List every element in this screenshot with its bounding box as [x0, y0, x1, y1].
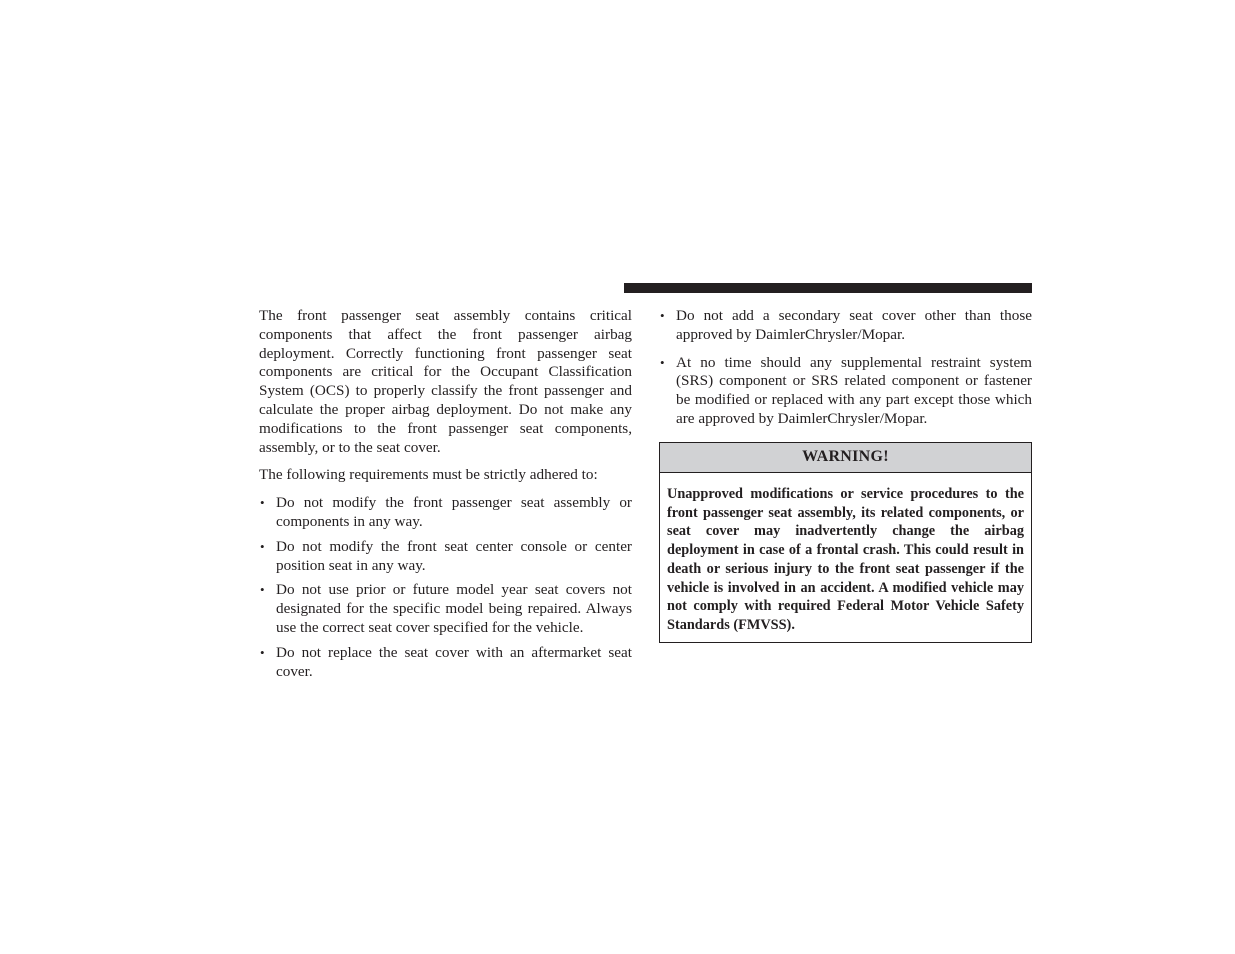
left-column: [259, 307, 632, 687]
bullet-icon: •: [260, 495, 265, 511]
section-header-bar: [624, 283, 1032, 293]
bullet-icon: •: [660, 308, 665, 323]
list-item: [259, 644, 632, 682]
warning-box: [659, 442, 1032, 643]
list-item-text: Do not replace the seat cover with an aftermarket seat cover.: [276, 643, 632, 680]
list-item-text: Do not modify the front passenger seat assembly or components in any way.: [276, 494, 632, 530]
requirements-list: [259, 494, 632, 681]
bullet-icon: •: [660, 354, 665, 370]
list-item-text: Do not modify the front seat center console or center position seat in any way.: [276, 537, 632, 574]
list-item-text: At no time should any supplemental restraint system (SRS) component or SRS related component or fastener be modified or replaced with any part except those which are approved by DaimlerChrysler/Mopar.: [676, 353, 1032, 427]
right-column: [659, 307, 1032, 438]
list-item: [259, 494, 632, 532]
list-item-text: Do not add a secondary seat cover other than those approved by DaimlerChrysler/Mopar.: [676, 307, 1032, 343]
bullet-icon: •: [260, 582, 265, 598]
warning-title: WARNING!: [660, 443, 1031, 473]
intro-paragraph: The front passenger seat assembly contains critical components that affect the front passenger airbag deployment. Correctly functioning front passenger seat components are critical for the Occupant Classification System (OCS) to properly classify the front passenger and calculate the proper airbag deployment. Do not make any modifications to the front passenger seat components, assembly, or to the seat cover.: [259, 307, 632, 456]
list-item-text: Do not use prior or future model year seat covers not designated for the specific model being repaired. Always use the correct seat cover specified for the vehicle.: [276, 581, 632, 636]
list-item: [659, 354, 1032, 429]
bullet-icon: •: [260, 538, 265, 554]
requirements-list-continued: [659, 307, 1032, 429]
list-item: [659, 307, 1032, 345]
requirements-intro: The following requirements must be strictly adhered to:: [259, 466, 598, 484]
list-item: [259, 581, 632, 637]
warning-text: Unapproved modifications or service procedures to the front passenger seat assembly, its related components, or seat cover may inadvertently change the airbag deployment in case of a frontal crash. This could result in death or serious injury to the front seat passenger if the vehicle is involved in an accident. A modified vehicle may not comply with required Federal Motor Vehicle Safety Standards (FMVSS).: [667, 486, 1024, 633]
list-item: [259, 538, 632, 576]
bullet-icon: •: [260, 644, 265, 660]
